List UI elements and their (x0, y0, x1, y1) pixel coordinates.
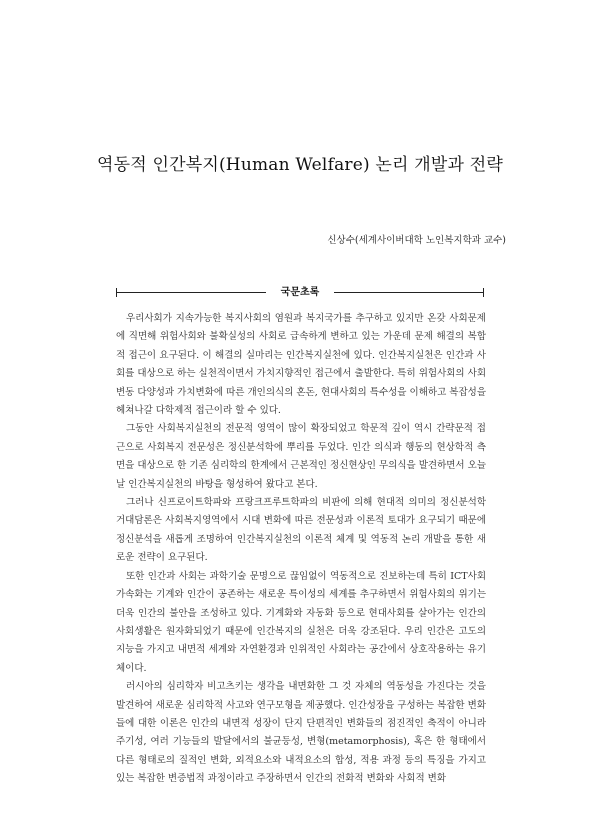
abstract-paragraph-2: 그동안 사회복지실천의 전문적 영역이 많이 확장되었고 학문적 깊이 역시 간략문적 접근으로 사회복지 전문성은 정신분석학에 뿌리를 두었다. 인간 의식과 행동의 현상학적 측면을 대상으로 한 기존 심리학의 한계에서 근본적인 정신현상인 무의식을 발견하면서 오늘날 인간복지실천의 바탕을 형성하여 왔다고 본다. (116, 423, 486, 490)
abstract-paragraph-5: 러시아의 심리학자 비고츠키는 생각을 내면화한 그 것 자체의 역동성을 가진다는 것을 발견하여 새로운 심리학적 사고와 연구모형을 제공했다. 인간성장을 구성하는 복잡한 변화들에 대한 이론은 인간의 내면적 성장이 단지 단편적인 변화들의 점진적인 축적이 아니라 주기성, 여러 기능들의 발달에서의 불균등성, 변형(metamorphosis), 혹은 한 형태에서 다른 형태로의 질적인 변화, 외적요소와 내적요소의 합성, 적용 과정 등의 특징을 가지고 있는 복잡한 변증법적 과정이라고 주장하면서 인간의 전화적 변화와 사회적 변화 (116, 681, 486, 785)
abstract-paragraph-3: 그러나 신프로이트학파와 프랑크프루트학파의 비판에 의해 현대적 의미의 정신분석학 거대담론은 사회복지영역에서 시대 변화에 따른 전문성과 이론적 토대가 요구되기 때문에 정신분석을 새롭게 조명하여 인간복지실천의 이론적 체계 및 역동적 논리 개발을 통한 새로운 전략이 요구된다. (116, 497, 486, 564)
abstract-header (116, 286, 484, 300)
abstract-paragraph-4: 또한 인간과 사회는 과학기술 문명으로 끊임없이 역동적으로 진보하는데 특히 ICT사회 가속화는 기계와 인간이 공존하는 새로운 특이성의 세계를 추구하면서 위험사회의 위기는 더욱 인간의 불안을 조성하고 있다. 기계화와 자동화 등으로 현대사회를 살아가는 인간의 사회생활은 원자화되었기 때문에 인간복지의 실천은 더욱 강조된다. 우리 인간은 고도의 지능을 가지고 내면적 세계와 자연환경과 인위적인 사회라는 공간에서 상호작용하는 유기체이다. (116, 570, 486, 674)
rule-right-cap (483, 288, 484, 297)
paper-title: 역동적 인간복지(Human Welfare) 논리 개발과 전략 (97, 155, 503, 175)
abstract-body (116, 310, 486, 789)
rule-left-line (116, 292, 266, 293)
abstract-paragraph-1: 우리사회가 지속가능한 복지사회의 염원과 복지국가를 추구하고 있지만 온갖 사회문제에 직면해 위험사회와 불확실성의 사회로 급속하게 변하고 있는 가운데 문제 해결의 복합적 접근이 요구된다. 이 해결의 실마리는 인간복지실천에 있다. 인간복지실천은 인간과 사회를 대상으로 하는 실천적이면서 가치지향적인 접근에서 출발한다. 특히 위험사회의 사회변동 다양성과 가치변화에 따른 개인의식의 혼돈, 현대사회의 특수성을 이해하고 복잡성을 헤쳐나갈 다학제적 접근이라 할 수 있다. (116, 313, 486, 417)
author-line: 신상수(세계사이버대학 노인복지학과 교수) (327, 235, 506, 246)
abstract-label: 국문초록 (280, 287, 320, 298)
rule-right-line (334, 292, 484, 293)
